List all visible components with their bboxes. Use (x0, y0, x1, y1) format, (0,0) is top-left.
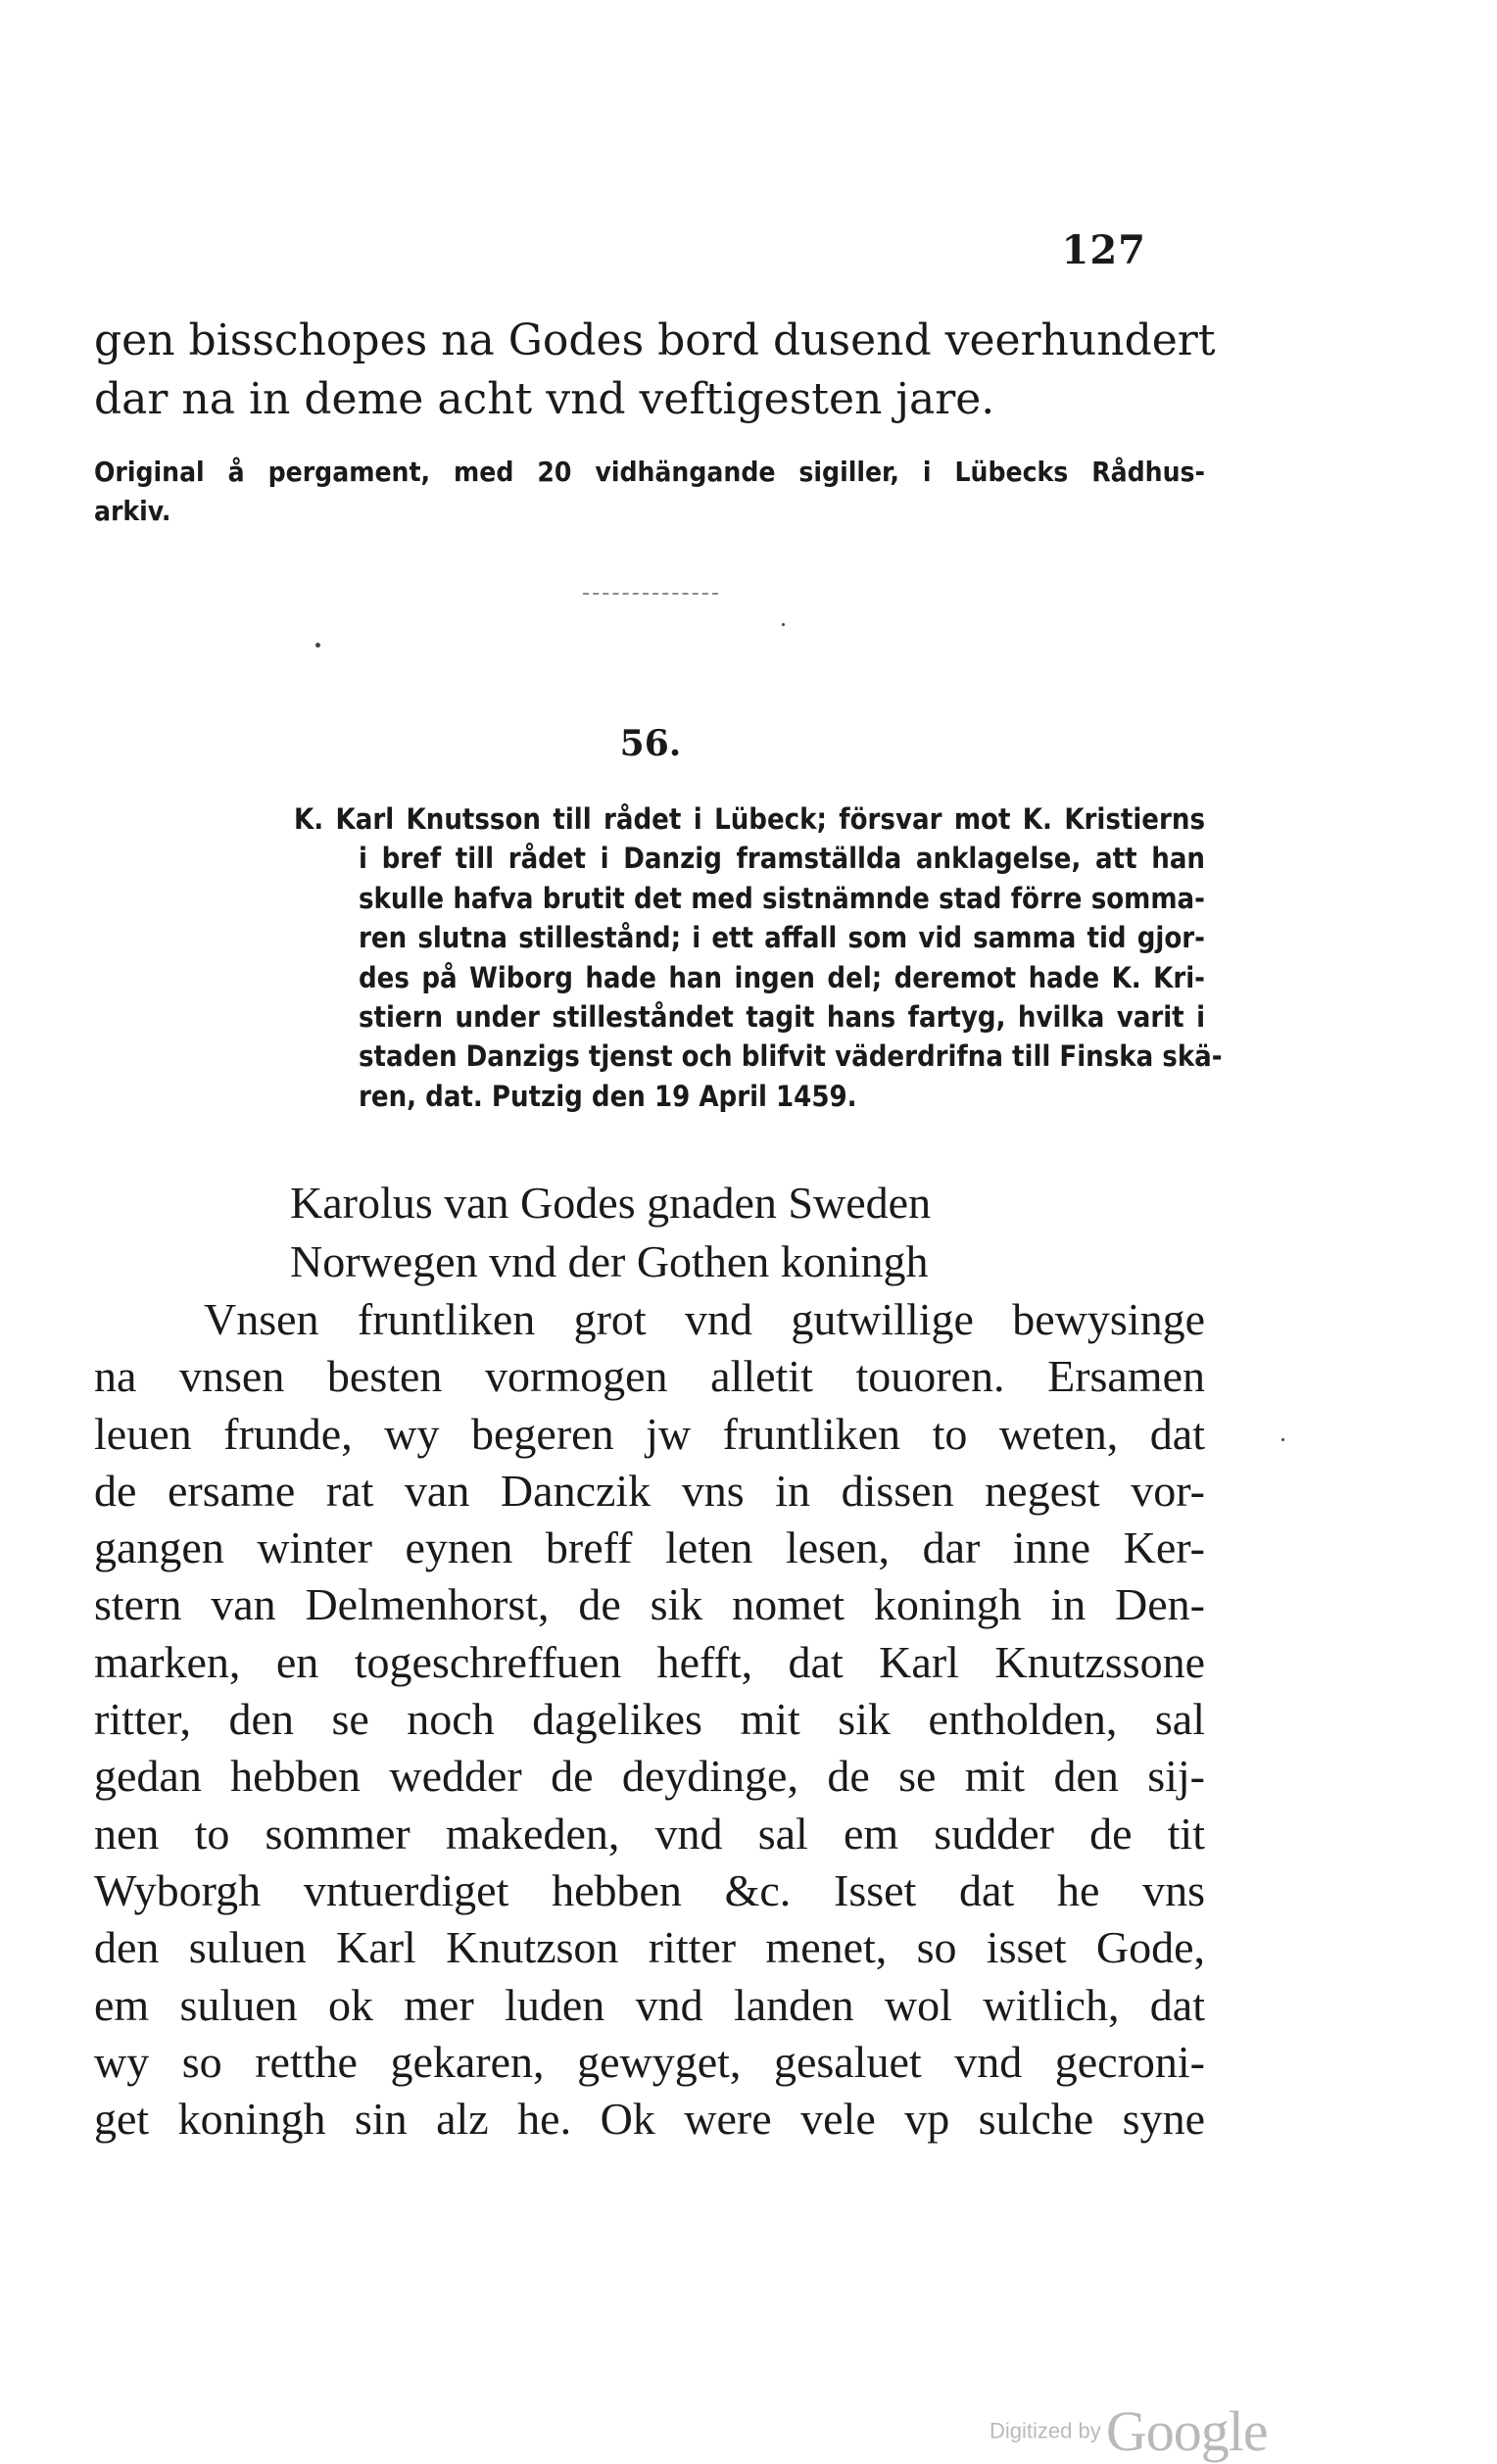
document-summary (294, 799, 1223, 1116)
source-note-line: arkiv. (94, 495, 171, 527)
summary-line: K. Karl Knutsson till rådet i Lübeck; försvar mot K. Kristierns (294, 802, 1205, 836)
body-line: wy so retthe gekaren, gewyget, gesaluet vnd gecroni- (94, 2036, 1205, 2087)
letter-heading (290, 1174, 931, 1291)
summary-line: ren, dat. Putzig den 19 April 1459. (359, 1079, 857, 1113)
print-speck (782, 623, 785, 626)
body-line: gedan hebben wedder de deydinge, de se mit den sij- (94, 1751, 1205, 1802)
summary-line: i bref till rådet i Danzig framställda anklagelse, att han (359, 842, 1205, 876)
body-line: de ersame rat van Danczik vns in dissen negest vor- (94, 1465, 1205, 1516)
body-line: Vnsen fruntliken grot vnd gutwillige bewysinge (204, 1294, 1205, 1344)
text-line: dar na in deme acht vnd veftigesten jare. (94, 374, 995, 424)
summary-line: des på Wiborg hade han ingen del; deremot hade K. Kri- (359, 960, 1205, 994)
summary-line: ren slutna stillestånd; i ett affall som vid samma tid gjor- (359, 921, 1205, 955)
body-line: nen to sommer makeden, vnd sal em sudder de tit (94, 1808, 1205, 1859)
digitized-by-label: Digitized by (990, 2418, 1101, 2443)
body-line: marken, en togeschreffuen hefft, dat Karl Knutzssone (94, 1636, 1205, 1687)
body-line: stern van Delmenhorst, de sik nomet koningh in Den- (94, 1579, 1205, 1630)
body-line: ritter, den se noch dagelikes mit sik entholden, sal (94, 1694, 1205, 1745)
section-divider (583, 593, 718, 595)
body-line: em suluen ok mer luden vnd landen wol witlich, dat (94, 1979, 1205, 2030)
google-logo: Google (1105, 2399, 1268, 2463)
summary-line: skulle hafva brutit det med sistnämnde stad förre somma- (359, 881, 1205, 915)
print-speck (315, 643, 320, 648)
page-number: 127 (1061, 227, 1146, 273)
heading-line: Karolus van Godes gnaden Sweden (290, 1178, 932, 1228)
body-line: leuen frunde, wy begeren jw fruntliken to weten, dat (94, 1408, 1205, 1459)
document-number: 56. (619, 723, 682, 764)
source-note-line: Original å pergament, med 20 vidhängande sigiller, i Lübecks Rådhus- (94, 456, 1205, 488)
source-note (94, 453, 1205, 531)
print-speck (1281, 1438, 1284, 1441)
body-line: get koningh sin alz he. Ok were vele vp sulche syne (94, 2094, 1205, 2145)
body-line: Wyborgh vntuerdiget hebben &c. Isset dat he vns (94, 1864, 1205, 1915)
heading-line: Norwegen vnd der Gothen koningh (290, 1236, 929, 1286)
body-line: den suluen Karl Knutzson ritter menet, so isset Gode, (94, 1922, 1205, 1973)
text-line: gen bisschopes na Godes bord dusend veerhundert (94, 315, 1216, 365)
digitized-by-watermark (990, 2398, 1268, 2464)
body-line: gangen winter eynen breff leten lesen, dar inne Ker- (94, 1522, 1205, 1573)
summary-line: staden Danzigs tjenst och blifvit väderdrifna till Finska skä- (359, 1039, 1223, 1074)
letter-body (94, 1291, 1205, 2148)
previous-document-text (94, 312, 1216, 429)
summary-line: stiern under stilleståndet tagit hans fartyg, hvilka varit i (359, 1000, 1205, 1035)
body-line: na vnsen besten vormogen alletit touoren. Ersamen (94, 1351, 1205, 1402)
